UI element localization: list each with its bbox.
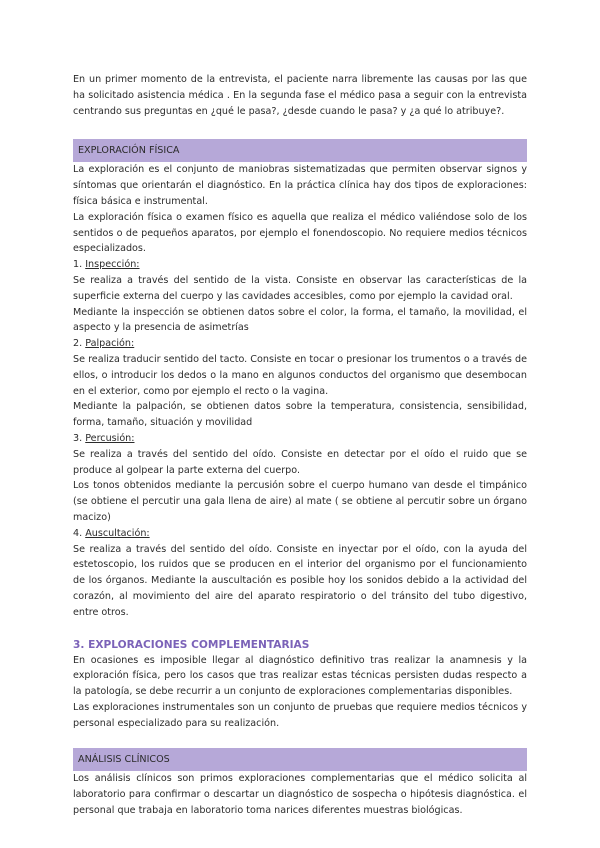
paragraph: En ocasiones es imposible llegar al diagnóstico definitivo tras realizar la anamnesis y la exploración física, pero los casos que tras realizar estas técnicas persisten dudas respecto a la patología, se debe recurrir a un conjunto de exploraciones complementarias disponibles.	[73, 654, 527, 698]
section-header-exploracion	[73, 139, 527, 162]
item-number: 3.	[73, 432, 83, 444]
item-inspeccion	[73, 257, 527, 336]
item-percusion	[73, 431, 527, 526]
item-label: Auscultación:	[85, 527, 150, 539]
paragraph: Los análisis clínicos son primos exploraciones complementarias que el médico solicita al laboratorio para confirmar o descartar un diagnóstico de sospecha o hipótesis diagnóstica. el personal que trabaja en laboratorio toma narices diferentes muestras biológicas.	[73, 773, 527, 817]
item-label: Percusión:	[85, 432, 135, 444]
item-number: 2.	[73, 338, 83, 350]
paragraph: Se realiza a través del sentido de la vista. Consiste en observar las características de la superficie externa del cuerpo y las cavidades accesibles, como por ejemplo la cavidad oral.	[73, 274, 527, 302]
item-number: 4.	[73, 527, 83, 539]
paragraph: Se realiza a través del sentido del oído. Consiste en detectar por el oído el ruido que se produce al golpear la parte externa del cuerpo.	[73, 448, 527, 476]
paragraph: Mediante la inspección se obtienen datos sobre el color, la forma, el tamaño, la movilidad, el aspecto y la presencia de asimetrías	[73, 306, 527, 334]
paragraph: Mediante la palpación, se obtienen datos sobre la temperatura, consistencia, sensibilidad, forma, tamaño, situación y movilidad	[73, 401, 527, 429]
section-header-analisis	[73, 748, 527, 771]
intro-paragraph: En un primer momento de la entrevista, el paciente narra libremente las causas por las que ha solicitado asistencia médica . En la segunda fase el médico pasa a seguir con la entrevista centrando sus preguntas en ¿qué le pasa?, ¿desde cuando le pasa? y ¿a qué lo atribuye?.	[73, 74, 527, 117]
paragraph: Los tonos obtenidos mediante la percusión sobre el cuerpo humano van desde el timpánico (se obtiene el percutir una gala llena de aire) al mate ( se obtiene al percutir sobre un órgano macizo)	[73, 480, 527, 523]
paragraph: Se realiza traducir sentido del tacto. Consiste en tocar o presionar los trumentos o a través de ellos, o introducir los dedos o la mano en algunos conductos del organismo que desembocan en el exterior, como por ejemplo el recto o la vagina.	[73, 353, 527, 397]
item-label: Inspección:	[85, 259, 140, 271]
intro-section	[73, 72, 527, 119]
section-title: EXPLORACIÓN FÍSICA	[78, 144, 180, 156]
item-label: Palpación:	[85, 338, 135, 350]
section-heading-complementarias: 3. EXPLORACIONES COMPLEMENTARIAS	[73, 638, 310, 651]
item-palpacion	[73, 336, 527, 431]
document-page	[73, 72, 527, 819]
paragraph: La exploración es el conjunto de maniobras sistematizadas que permiten observar signos y síntomas que orientarán el diagnóstico. En la práctica clínica hay dos tipos de exploraciones: física básica e instrumental.	[73, 164, 527, 207]
item-auscultacion	[73, 526, 527, 621]
paragraph: Las exploraciones instrumentales son un conjunto de pruebas que requiere medios técnicos y personal especializado para su realización.	[73, 701, 527, 729]
item-number: 1.	[73, 259, 83, 271]
paragraph: Se realiza a través del sentido del oído. Consiste en inyectar por el oído, con la ayuda del estetoscopio, los ruidos que se producen en el interior del organismo por el funcionamiento de los órganos. Mediante la auscultación es posible hoy los sonidos debido a la actividad del corazón, al movimiento del aire del aparato respiratorio o del tránsito del tubo digestivo, entre otros.	[73, 543, 527, 618]
section-title: ANÁLISIS CLÍNICOS	[78, 754, 170, 766]
paragraph: La exploración física o examen físico es aquella que realiza el médico valiéndose solo de los sentidos o de pequeños aparatos, por ejemplo el fonendoscopio. No requiere medios técnicos especializados.	[73, 211, 527, 255]
